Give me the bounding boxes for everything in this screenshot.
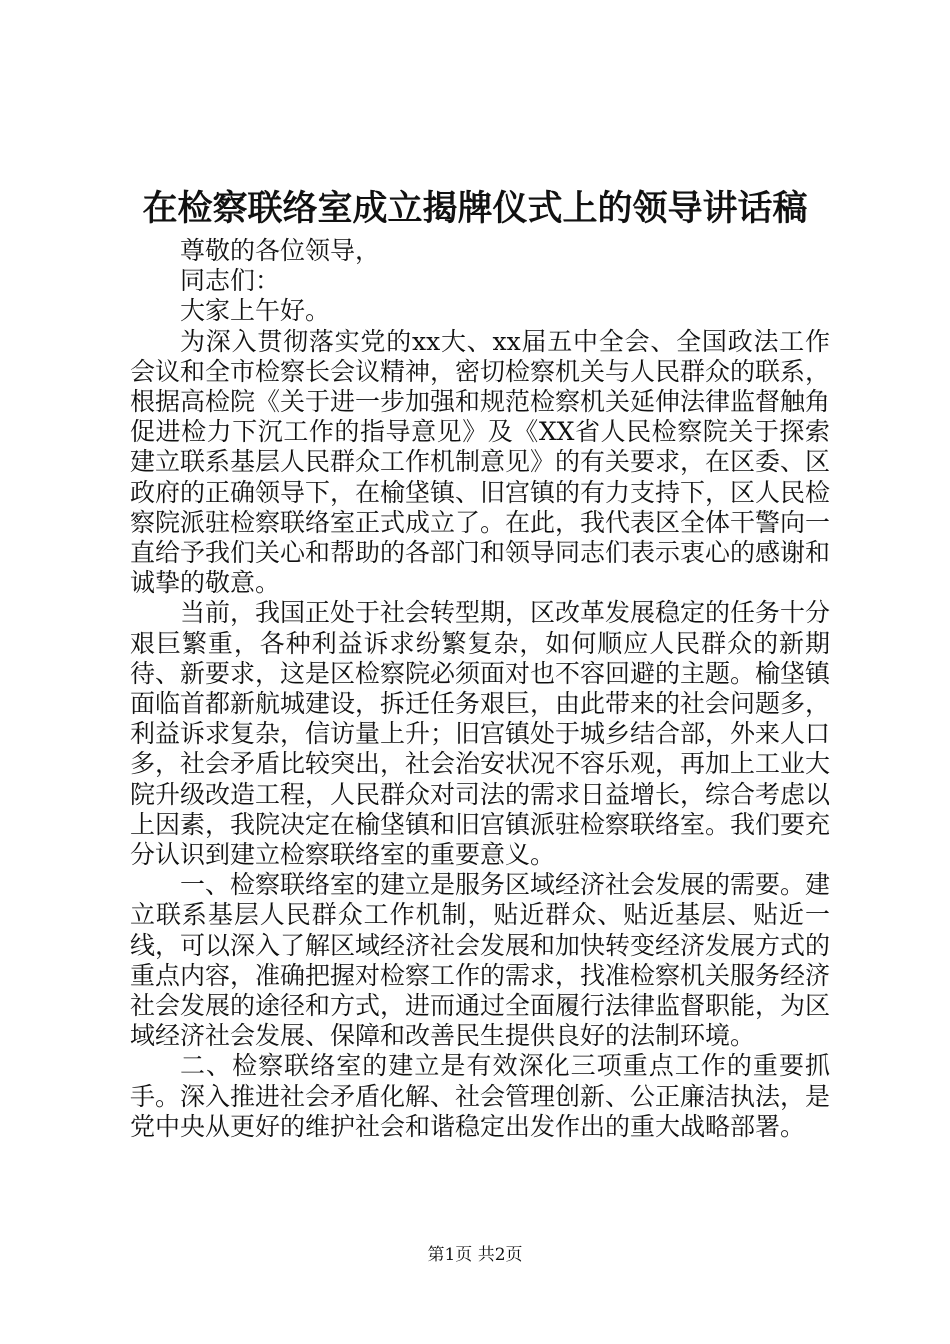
salutation-leaders: 尊敬的各位领导， [180,236,381,265]
paragraph-point-two: 二、检察联络室的建立是有效深化三项重点工作的重要抓手。深入推进社会矛盾化解、社会管理创新、公正廉洁执法，是党中央从更好的维护社会和谐稳定出发作出的重大战略部署。 [130,1051,831,1141]
document-body [130,236,830,1142]
page-number-footer: 第1页 共2页 [427,1245,523,1265]
paragraph-point-one: 一、检察联络室的建立是服务区域经济社会发展的需要。建立联系基层人民群众工作机制，贴近群众、贴近基层、贴近一线，可以深入了解区域经济社会发展和加快转变经济发展方式的重点内容，准确把握对检察工作的需求，找准检察机关服务经济社会发展的途径和方式，进而通过全面履行法律监督职能，为区域经济社会发展、保障和改善民生提供良好的法制环境。 [130,870,831,1051]
salutation-comrades: 同志们： [180,266,281,296]
paragraph-intro: 为深入贯彻落实党的xx大、xx届五中全会、全国政法工作会议和全市检察长会议精神，密切检察机关与人民群众的联系，根据高检院《关于进一步加强和规范检察机关延伸法律监督触角促进检力下沉工作的指导意见》及《XX省人民检察院关于探索建立联系基层人民群众工作机制意见》的有关要求，在区委、区政府的正确领导下，在榆垡镇、旧宫镇的有力支持下，区人民检察院派驻检察联络室正式成立了。在此，我代表区全体干警向一直给予我们关心和帮助的各部门和领导同志们表示衷心的感谢和诚挚的敬意。 [130,326,831,598]
paragraph-background: 当前，我国正处于社会转型期，区改革发展稳定的任务十分艰巨繁重，各种利益诉求纷繁复杂，如何顺应人民群众的新期待、新要求，这是区检察院必须面对也不容回避的主题。榆垡镇面临首都新航城建设，拆迁任务艰巨，由此带来的社会问题多，利益诉求复杂，信访量上升；旧宫镇处于城乡结合部，外来人口多，社会矛盾比较突出，社会治安状况不容乐观，再加上工业大院升级改造工程，人民群众对司法的需求日益增长，综合考虑以上因素，我院决定在榆垡镇和旧宫镇派驻检察联络室。我们要充分认识到建立检察联络室的重要意义。 [130,598,831,870]
greeting: 大家上午好。 [180,296,331,326]
document-title: 在检察联络室成立揭牌仪式上的领导讲话稿 [142,188,808,229]
